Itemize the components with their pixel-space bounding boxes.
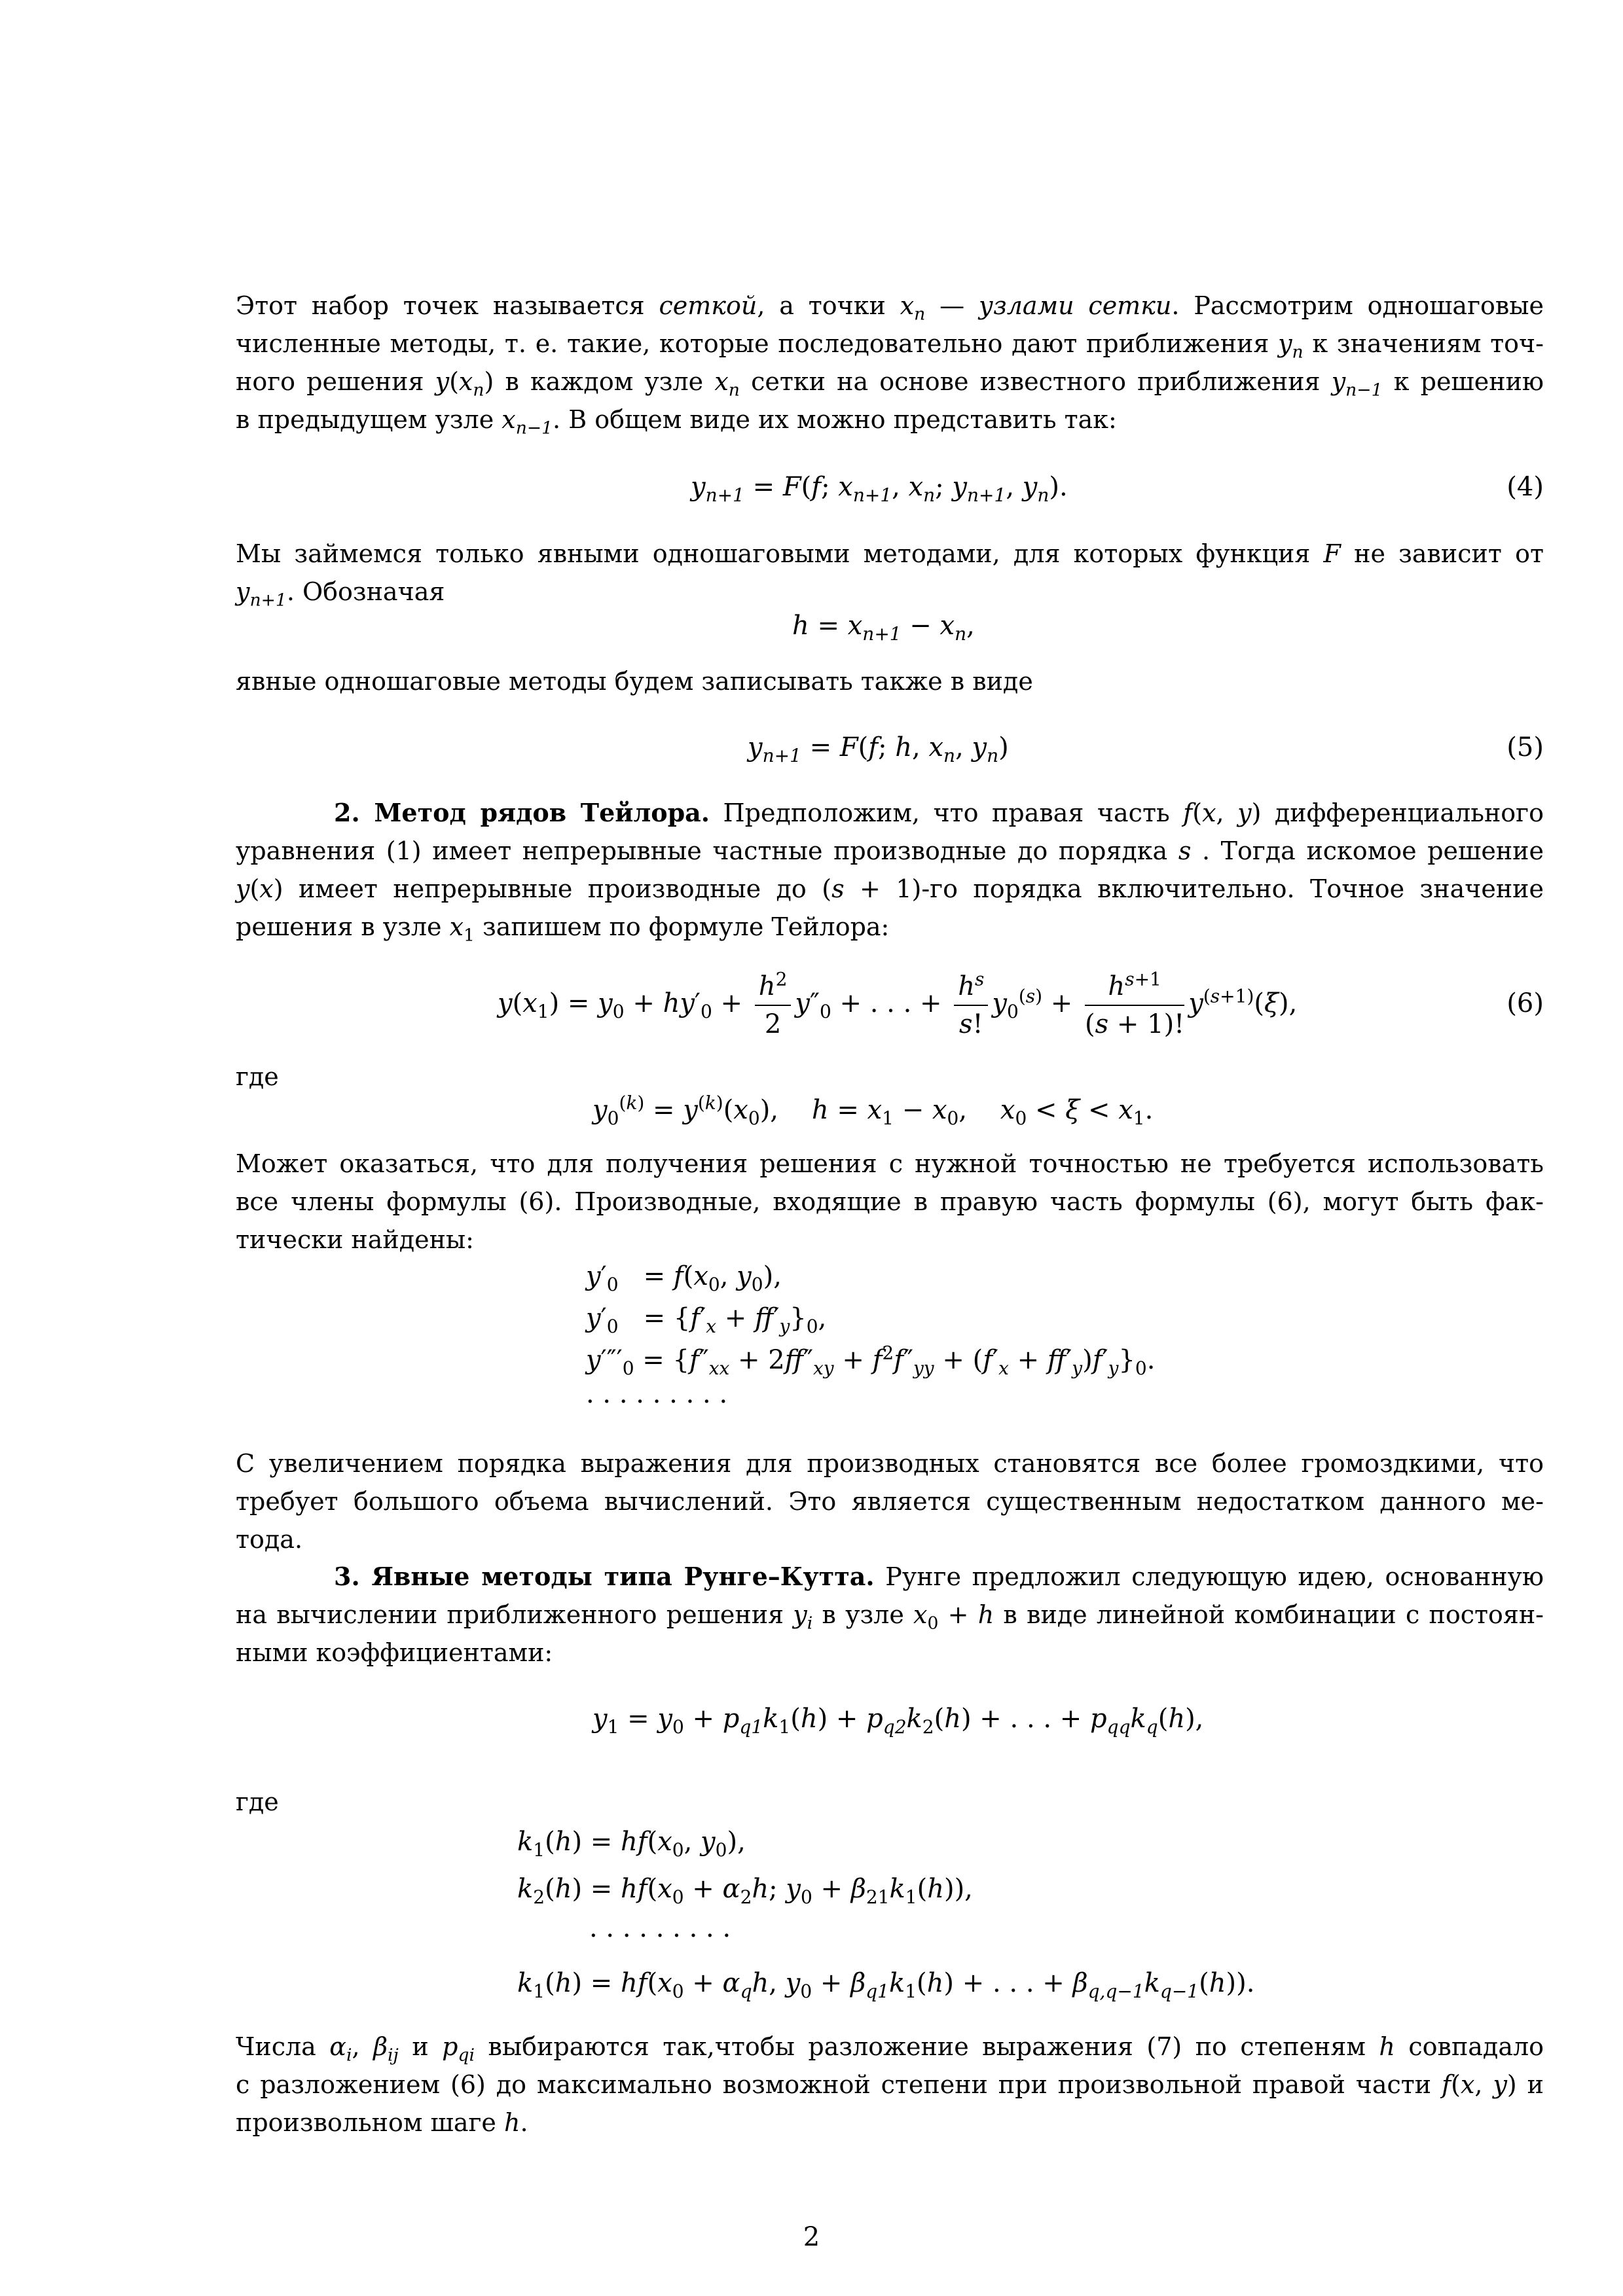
equation-derivative-notation: $y_0^{(k)} = y^{(k)}(x_0)$, $h = x_1 - x_0$, $x_0 < \xi < x_1$. [593,1092,1154,1129]
text-line: с разложением (6) до максимально возможной степени при произвольной правой части f(x, y) и [236,2070,1544,2099]
paragraph-derivatives: Может оказаться, что для получения решения с нужной точностью не требуется использовать все члены формулы (6). Производные, входящие в правую часть формулы (6), могут быть фак- тически найдены: [236,1149,1544,1254]
text-line: 3. Явные методы типа Рунге–Кутта. Рунге предложил следующую идею, основанную [334,1562,1544,1591]
text-line: на вычислении приближенного решения $y_i$ в узле $x_0 + h$ в виде линейной комбинации с постоян- [236,1600,1544,1634]
section-heading: 2. Метод рядов Тейлора. [334,798,710,827]
text-line: в предыдущем узле $x_{n-1}$. В общем виде их можно представить так: [236,405,1117,439]
label-where: где [236,1787,279,1816]
text-line: $y_{n+1}$. Обозначая [236,577,445,611]
text-line: Мы займемся только явными одношаговыми методами, для которых функция F не зависит от [236,539,1544,568]
paragraph-explicit [236,535,1544,611]
section-taylor [236,794,1544,946]
paragraph-coefficients [236,2028,1544,2142]
text-line: y(x) имеет непрерывные производные до (s + 1)-го порядка включительно. Точное значение [236,874,1544,903]
paragraph-intro [236,287,1544,439]
paragraph-drawback: С увеличением порядка выражения для производных становятся все более громоздкими, что требует большого объема вычислений. Это является существенным недостатком данного ме- тода. [236,1449,1544,1554]
text-line: 2. Метод рядов Тейлора. Предположим, что правая часть f(x, y) дифференциального [334,798,1544,827]
text-line: численные методы, т. е. такие, которые последовательно дают приближения $y_n$ к значениям точ- [236,329,1544,363]
equation-k-system: $k_1(h) = hf(x_0$, $y_0$), $k_2(h) = hf(x_0 + \alpha_2h$; $y_0 + \beta_{21}k_1(h)$), · · · · · · · · · $k_1(h) = hf(x_0 + \alpha_qh$, $y_0 + \beta_{q1}k_1(h)$ + . . . + $\beta_{q,q-1}k_{q-1}(h)$). [517,1827,1255,2002]
text-line: Этот набор точек называется сеткой, а точки $x_n$ — узлами сетки. Рассмотрим одношаговые [236,291,1544,325]
text-line: явные одношаговые методы будем записывать также в виде [236,667,1033,696]
equation-derivatives-system: $y'_0 = f(x_0$, $y_0$), $y'_0 = \{f'_x + ff'_y\}_0$, $y''''_0 = \{f''_{xx} + 2ff''_{xy} + f^2f''_{yy} + (f'_x + ff'_y)f'_y\}_0$. · · · · · · · · · [586,1261,1156,1417]
text-line: Числа $\alpha_i$, $\beta_{ij}$ и $p_{qi}$ выбираются так,чтобы разложение выражения (7) по степеням h совпадало [236,2032,1544,2066]
page-number: 2 [803,2222,820,2252]
equation-number: (4) [1506,472,1544,502]
equation-number: (5) [1506,732,1544,762]
text-line: уравнения (1) имеет непрерывные частные производные до порядка s . Тогда искомое решение [236,836,1544,865]
equation-runge-sum: $y_1 = y_0 + p_{q1}k_1(h) + p_{q2}k_2(h)$ + . . . + $p_{qq}k_q(h)$, [593,1704,1204,1738]
equation-4: $y_{n+1} = F(f$; $x_{n+1}$, $x_n$; $y_{n+1}$, $y_n$). [691,472,1068,506]
section-heading: 3. Явные методы типа Рунге–Кутта. [334,1562,875,1591]
equation-h-definition: $h = x_{n+1} - x_n$, [792,611,975,645]
text-line: произвольном шаге h. [236,2108,528,2137]
equation-6: $y(x_1) = y_0 + hy'_0$ + $\frac{h^2}{2}$ $y''_0$ + . . . + $\frac{h^s}{s!}$ $y_0^{(s)}$ + $\frac{h^{s+1}}{(s + 1)!}$ $y^{(s+1)}(\xi)$, [498,968,1298,1039]
paragraph-form [236,662,1544,700]
label-where: где [236,1062,279,1091]
text-line: ного решения $y(x_n)$ в каждом узле $x_n$ сетки на основе известного приближения $y_{n-1}$ к решению [236,367,1544,401]
equation-number: (6) [1506,988,1544,1018]
text-line: решения в узле $x_1$ запишем по формуле Тейлора: [236,912,890,946]
section-runge-kutta: 3. Явные методы типа Рунге–Кутта. Рунге предложил следующую идею, основанную на вычислении приближенного решения $y_i$ в узле $x_0 + h$ в виде линейной комбинации с постоян- ными коэффициентами: [236,1558,1544,1672]
equation-5: $y_{n+1} = F(f$; h, $x_n$, $y_n$) [748,732,1009,766]
